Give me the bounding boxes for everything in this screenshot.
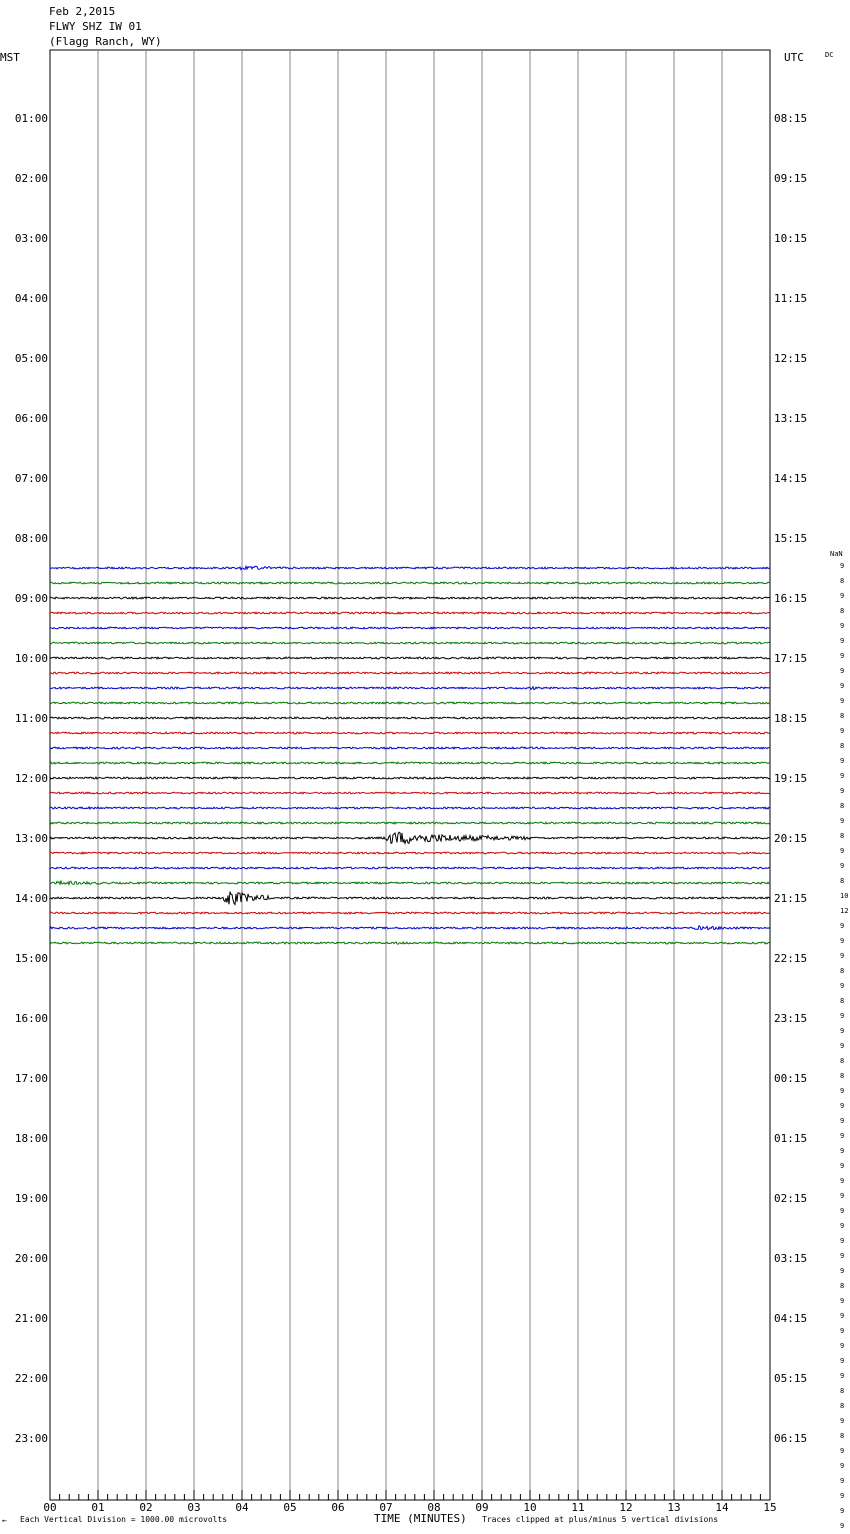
right-trace-value: 9	[840, 1312, 845, 1320]
right-trace-value: 9	[840, 1087, 845, 1095]
right-trace-value: 9	[840, 1042, 845, 1050]
x-tick-label: 15	[763, 1501, 777, 1514]
right-trace-value: 9	[840, 1372, 845, 1380]
x-tick-label: 03	[187, 1501, 201, 1514]
x-tick-label: 06	[331, 1501, 345, 1514]
right-trace-value: 9	[840, 772, 845, 780]
left-hour-label: 21:00	[14, 1312, 48, 1325]
right-trace-value: 9	[840, 1507, 845, 1515]
x-tick-label: 02	[139, 1501, 153, 1514]
scale-tag: NaN	[830, 550, 843, 558]
trace-row	[50, 747, 770, 749]
right-trace-value: 9	[840, 727, 845, 735]
right-trace-value: 8	[840, 832, 845, 840]
left-hour-label: 07:00	[14, 472, 48, 485]
right-hour-label: 15:15	[774, 532, 808, 545]
right-trace-value: 8	[840, 712, 845, 720]
right-trace-value: 9	[840, 847, 845, 855]
right-hour-label: 09:15	[774, 172, 808, 185]
right-trace-value: 8	[840, 877, 845, 885]
x-tick-label: 07	[379, 1501, 393, 1514]
right-hour-label: 06:15	[774, 1432, 808, 1445]
left-hour-label: 20:00	[14, 1252, 48, 1265]
x-tick-label: 08	[427, 1501, 441, 1514]
right-trace-value: 9	[840, 982, 845, 990]
right-hour-label: 17:15	[774, 652, 808, 665]
x-tick-label: 09	[475, 1501, 489, 1514]
right-trace-value: 9	[840, 1027, 845, 1035]
chart-date: Feb 2,2015	[49, 5, 116, 18]
right-trace-value: 8	[840, 577, 845, 585]
right-trace-value: 9	[840, 862, 845, 870]
trace-row	[50, 687, 770, 690]
trace-row	[50, 881, 770, 885]
right-trace-value: 8	[840, 1057, 845, 1065]
plot-frame	[50, 50, 770, 1500]
x-tick-label: 12	[619, 1501, 633, 1514]
right-hour-label: 18:15	[774, 712, 808, 725]
left-hour-label: 12:00	[14, 772, 48, 785]
right-trace-value: 9	[840, 622, 845, 630]
left-hour-label: 19:00	[14, 1192, 48, 1205]
x-tick-label: 11	[571, 1501, 585, 1514]
left-hour-label: 10:00	[14, 652, 48, 665]
trace-row	[50, 807, 770, 809]
clip-note: Traces clipped at plus/minus 5 vertical divisions	[482, 1515, 719, 1524]
left-hour-label: 09:00	[14, 592, 48, 605]
right-trace-value: 9	[840, 637, 845, 645]
right-trace-value: 8	[840, 1072, 845, 1080]
right-trace-value: 9	[840, 1012, 845, 1020]
right-hour-label: 01:15	[774, 1132, 808, 1145]
right-trace-value: 8	[840, 997, 845, 1005]
left-hour-label: 15:00	[14, 952, 48, 965]
right-hour-label: 23:15	[774, 1012, 808, 1025]
right-trace-value: 8	[840, 1387, 845, 1395]
right-hour-label: 13:15	[774, 412, 808, 425]
right-trace-value: 9	[840, 922, 845, 930]
right-trace-value: 9	[840, 1417, 845, 1425]
right-trace-value: 9	[840, 1522, 845, 1530]
left-hour-label: 13:00	[14, 832, 48, 845]
trace-row	[50, 627, 770, 629]
right-trace-value: 8	[840, 1282, 845, 1290]
trace-row	[50, 926, 770, 930]
right-trace-value: 9	[840, 682, 845, 690]
x-tick-label: 13	[667, 1501, 681, 1514]
right-hour-label: 19:15	[774, 772, 808, 785]
trace-row	[50, 672, 770, 674]
chart-location: (Flagg Ranch, WY)	[49, 35, 162, 48]
trace-row	[50, 777, 770, 779]
right-trace-value: 9	[840, 697, 845, 705]
right-trace-value: 9	[840, 652, 845, 660]
trace-row	[50, 717, 770, 719]
right-trace-value: 9	[840, 592, 845, 600]
right-hour-label: 05:15	[774, 1372, 808, 1385]
trace-row	[50, 892, 770, 905]
right-trace-value: 9	[840, 1297, 845, 1305]
right-trace-value: 9	[840, 1477, 845, 1485]
left-hour-label: 06:00	[14, 412, 48, 425]
right-trace-value: 9	[840, 952, 845, 960]
x-tick-label: 04	[235, 1501, 249, 1514]
right-trace-value: 9	[840, 562, 845, 570]
right-timezone-label: UTC	[784, 51, 804, 64]
trace-row	[50, 597, 770, 599]
left-hour-label: 18:00	[14, 1132, 48, 1145]
right-trace-value: 10	[840, 892, 849, 900]
right-hour-label: 22:15	[774, 952, 808, 965]
left-hour-label: 22:00	[14, 1372, 48, 1385]
right-trace-value: 9	[840, 1252, 845, 1260]
left-hour-label: 04:00	[14, 292, 48, 305]
trace-row	[50, 822, 770, 824]
trace-row	[50, 792, 770, 794]
left-hour-label: 16:00	[14, 1012, 48, 1025]
right-trace-value: 9	[840, 757, 845, 765]
right-trace-value: 9	[840, 1177, 845, 1185]
right-trace-value: 9	[840, 1447, 845, 1455]
right-trace-value: 8	[840, 742, 845, 750]
x-axis-label: TIME (MINUTES)	[374, 1512, 467, 1525]
scale-note: Each Vertical Division = 1000.00 microvolts	[20, 1515, 228, 1524]
right-hour-label: 21:15	[774, 892, 808, 905]
x-tick-label: 14	[715, 1501, 729, 1514]
left-hour-label: 01:00	[14, 112, 48, 125]
right-trace-value: 12	[840, 907, 849, 915]
left-hour-label: 05:00	[14, 352, 48, 365]
right-trace-value: 9	[840, 1357, 845, 1365]
trace-row	[50, 657, 770, 659]
trace-row	[50, 852, 770, 854]
right-hour-label: 11:15	[774, 292, 808, 305]
right-hour-label: 03:15	[774, 1252, 808, 1265]
x-tick-label: 05	[283, 1501, 297, 1514]
left-hour-label: 08:00	[14, 532, 48, 545]
right-trace-value: 9	[840, 1492, 845, 1500]
trace-row	[50, 912, 770, 914]
left-hour-label: 23:00	[14, 1432, 48, 1445]
trace-row	[50, 702, 770, 704]
right-hour-label: 02:15	[774, 1192, 808, 1205]
right-trace-value: 9	[840, 1147, 845, 1155]
trace-row	[50, 732, 770, 734]
right-trace-value: 9	[840, 817, 845, 825]
trace-row	[50, 642, 770, 644]
right-trace-value: 9	[840, 1342, 845, 1350]
right-hour-label: 12:15	[774, 352, 808, 365]
trace-row	[50, 582, 770, 584]
right-hour-label: 04:15	[774, 1312, 808, 1325]
right-trace-value: 8	[840, 1432, 845, 1440]
x-tick-label: 00	[43, 1501, 57, 1514]
left-hour-label: 02:00	[14, 172, 48, 185]
right-trace-value: 8	[840, 967, 845, 975]
left-hour-label: 17:00	[14, 1072, 48, 1085]
right-trace-value: 9	[840, 1267, 845, 1275]
left-hour-label: 11:00	[14, 712, 48, 725]
right-hour-label: 08:15	[774, 112, 808, 125]
left-hour-label: 03:00	[14, 232, 48, 245]
trace-row	[50, 867, 770, 869]
right-hour-label: 14:15	[774, 472, 808, 485]
right-trace-value: 9	[840, 1462, 845, 1470]
right-trace-value: 8	[840, 1402, 845, 1410]
right-trace-value: 9	[840, 787, 845, 795]
chart-station: FLWY SHZ IW 01	[49, 20, 142, 33]
right-hour-label: 00:15	[774, 1072, 808, 1085]
right-trace-value: 9	[840, 1327, 845, 1335]
left-timezone-label: MST	[0, 51, 20, 64]
right-trace-value: 9	[840, 1222, 845, 1230]
right-trace-value: 9	[840, 1117, 845, 1125]
trace-row	[50, 762, 770, 764]
trace-row	[50, 566, 770, 569]
trace-row	[50, 612, 770, 614]
right-trace-value: 9	[840, 1192, 845, 1200]
right-hour-label: 20:15	[774, 832, 808, 845]
right-trace-value: 9	[840, 1102, 845, 1110]
trace-row	[50, 832, 770, 843]
right-trace-value: 8	[840, 802, 845, 810]
right-trace-value: 9	[840, 1162, 845, 1170]
right-trace-value: 9	[840, 1237, 845, 1245]
right-trace-value: 9	[840, 937, 845, 945]
right-trace-value: 9	[840, 667, 845, 675]
corner-tag: DC	[825, 51, 834, 59]
right-hour-label: 16:15	[774, 592, 808, 605]
right-trace-value: 9	[840, 1132, 845, 1140]
right-trace-value: 8	[840, 607, 845, 615]
x-tick-label: 01	[91, 1501, 105, 1514]
x-tick-label: 10	[523, 1501, 537, 1514]
right-trace-value: 9	[840, 1207, 845, 1215]
trace-row	[50, 942, 770, 944]
footer-corner-mark: ←	[2, 1516, 7, 1525]
left-hour-label: 14:00	[14, 892, 48, 905]
right-hour-label: 10:15	[774, 232, 808, 245]
